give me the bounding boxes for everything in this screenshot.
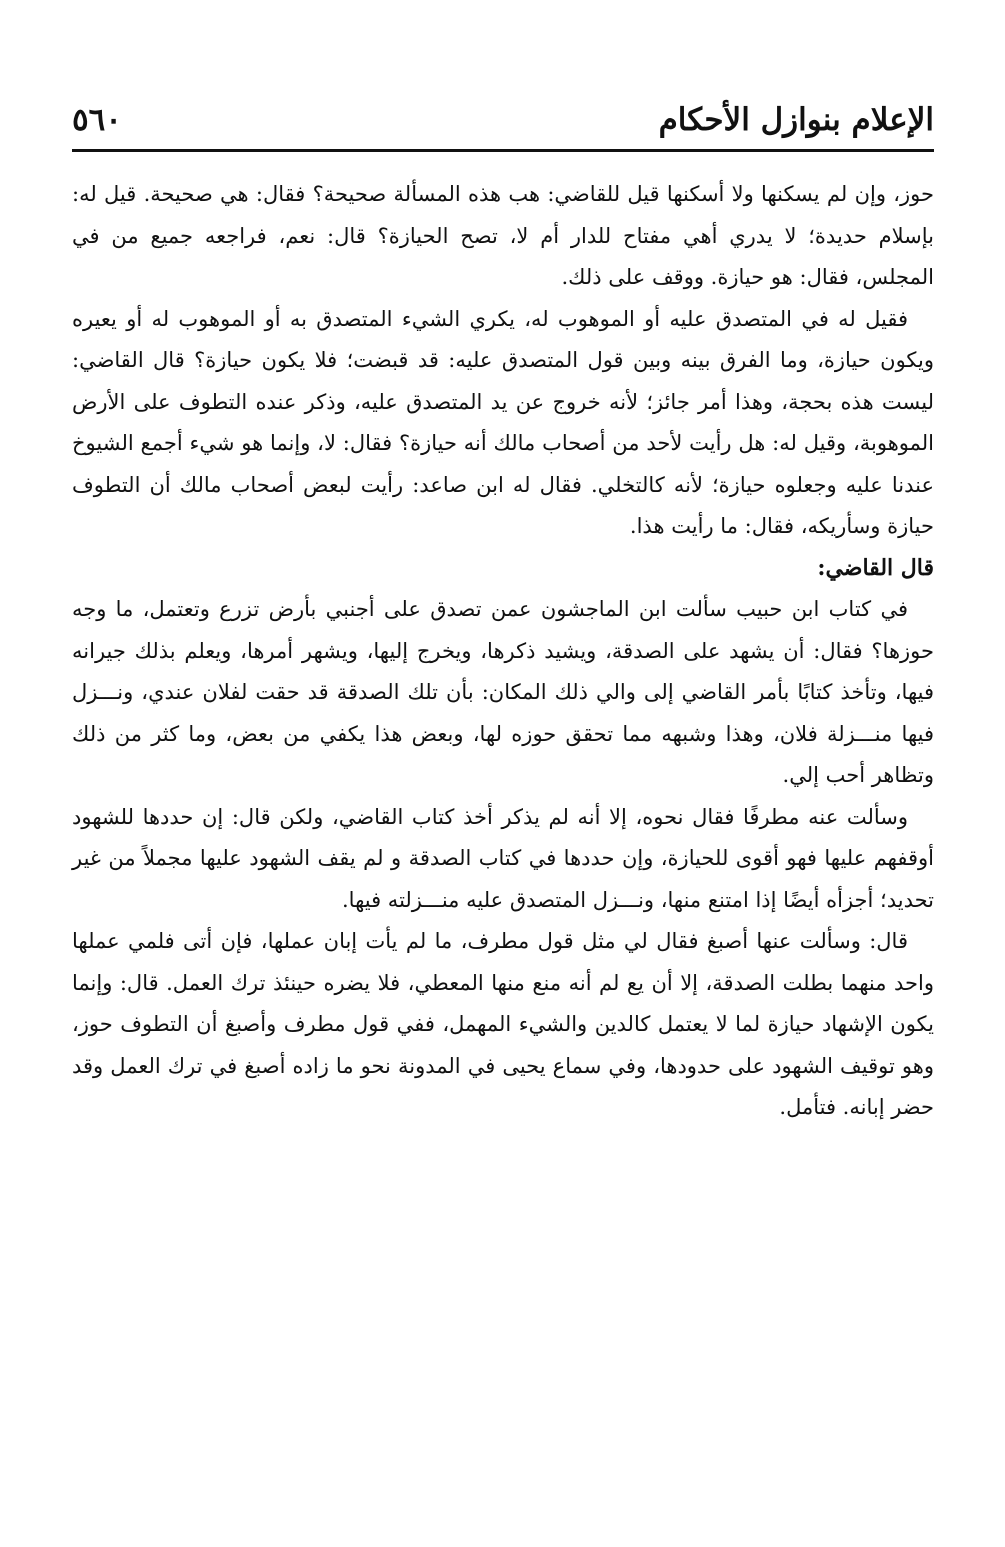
paragraph: قال: وسألت عنها أصبغ فقال لي مثل قول مطرف، ما لم يأت إبان عملها، فإن أتى فلمي عملها واحد منهما بطلت الصدقة، إلا أن يع لم أنه منع منها المعطي، فلا يضره حينئذ ترك العمل. قال: وإنما يكون الإشهاد حيازة لما لا يعتمل كالدين والشيء المهمل، ففي قول مطرف وأصبغ أن التطوف حوز، وهو توقيف الشهود على حدودها، وفي سماع يحيى في المدونة نحو ما زاده أصبغ في ترك العمل وقد حضر إبانه. فتأمل. xyxy=(72,929,934,1119)
page-header xyxy=(72,92,934,148)
paragraph: وسألت عنه مطرفًا فقال نحوه، إلا أنه لم يذكر أخذ كتاب القاضي، ولكن قال: إن حددها للشهود أوقفهم عليها فهو أقوى للحيازة، وإن حددها في كتاب الصدقة و لم يقف الشهود عليها مجملاً من غير تحديد؛ أجزأه أيضًا إذا امتنع منها، ونـــزل المتصدق عليه منـــزلته فيها. xyxy=(72,804,934,912)
book-title: الإعلام بنوازل الأحكام xyxy=(658,102,934,138)
section-heading: قال القاضي: xyxy=(817,554,934,581)
paragraph: فقيل له في المتصدق عليه أو الموهوب له، يكري الشيء المتصدق به أو الموهوب له أو يعيره ويكون حيازة، وما الفرق بينه وبين قول المتصدق عليه: قد قبضت؛ فلا يكون حيازة؟ قال القاضي: ليست هذه بحجة، وهذا أمر جائز؛ لأنه خروج عن يد المتصدق عليه، وذكر عنده التطوف على الأرض الموهوبة، وقيل له: هل رأيت لأحد من أصحاب مالك أنه حيازة؟ فقال: لا، وإنما هو شيء أجمع الشيوخ عندنا عليه وجعلوه حيازة؛ لأنه كالتخلي. فقال له ابن صاعد: رأيت لبعض أصحاب مالك أن التطوف حيازة وسأريكه، فقال: ما رأيت هذا. xyxy=(72,306,934,538)
main-text xyxy=(72,174,934,1129)
paragraph: حوز، وإن لم يسكنها ولا أسكنها قيل للقاضي: هب هذه المسألة صحيحة؟ فقال: هي صحيحة. قيل له: بإسلام حديدة؛ لا يدري أهي مفتاح للدار أم لا، تصح الحيازة؟ قال: نعم، فراجعه جميع من في المجلس، فقال: هو حيازة. ووقف على ذلك. xyxy=(72,182,934,289)
page-number: ٥٦٠ xyxy=(72,102,122,138)
header-divider xyxy=(72,149,934,152)
paragraph: في كتاب ابن حبيب سألت ابن الماجشون عمن تصدق على أجنبي بأرض تزرع وتعتمل، ما وجه حوزها؟ فقال: أن يشهد على الصدقة، ويشيد ذكرها، ويخرج إليها، ويشهر أمرها، ويعلم بذلك جيرانه فيها، وتأخذ كتابًا بأمر القاضي إلى والي ذلك المكان: بأن تلك الصدقة قد حقت لفلان عندي، ونـــزل فيها منـــزلة فلان، وهذا وشبهه مما تحقق حوزه لها، وبعض هذا يكفي من بعض، وما كثر من ذلك وتظاهر أحب إلي. xyxy=(72,597,934,787)
